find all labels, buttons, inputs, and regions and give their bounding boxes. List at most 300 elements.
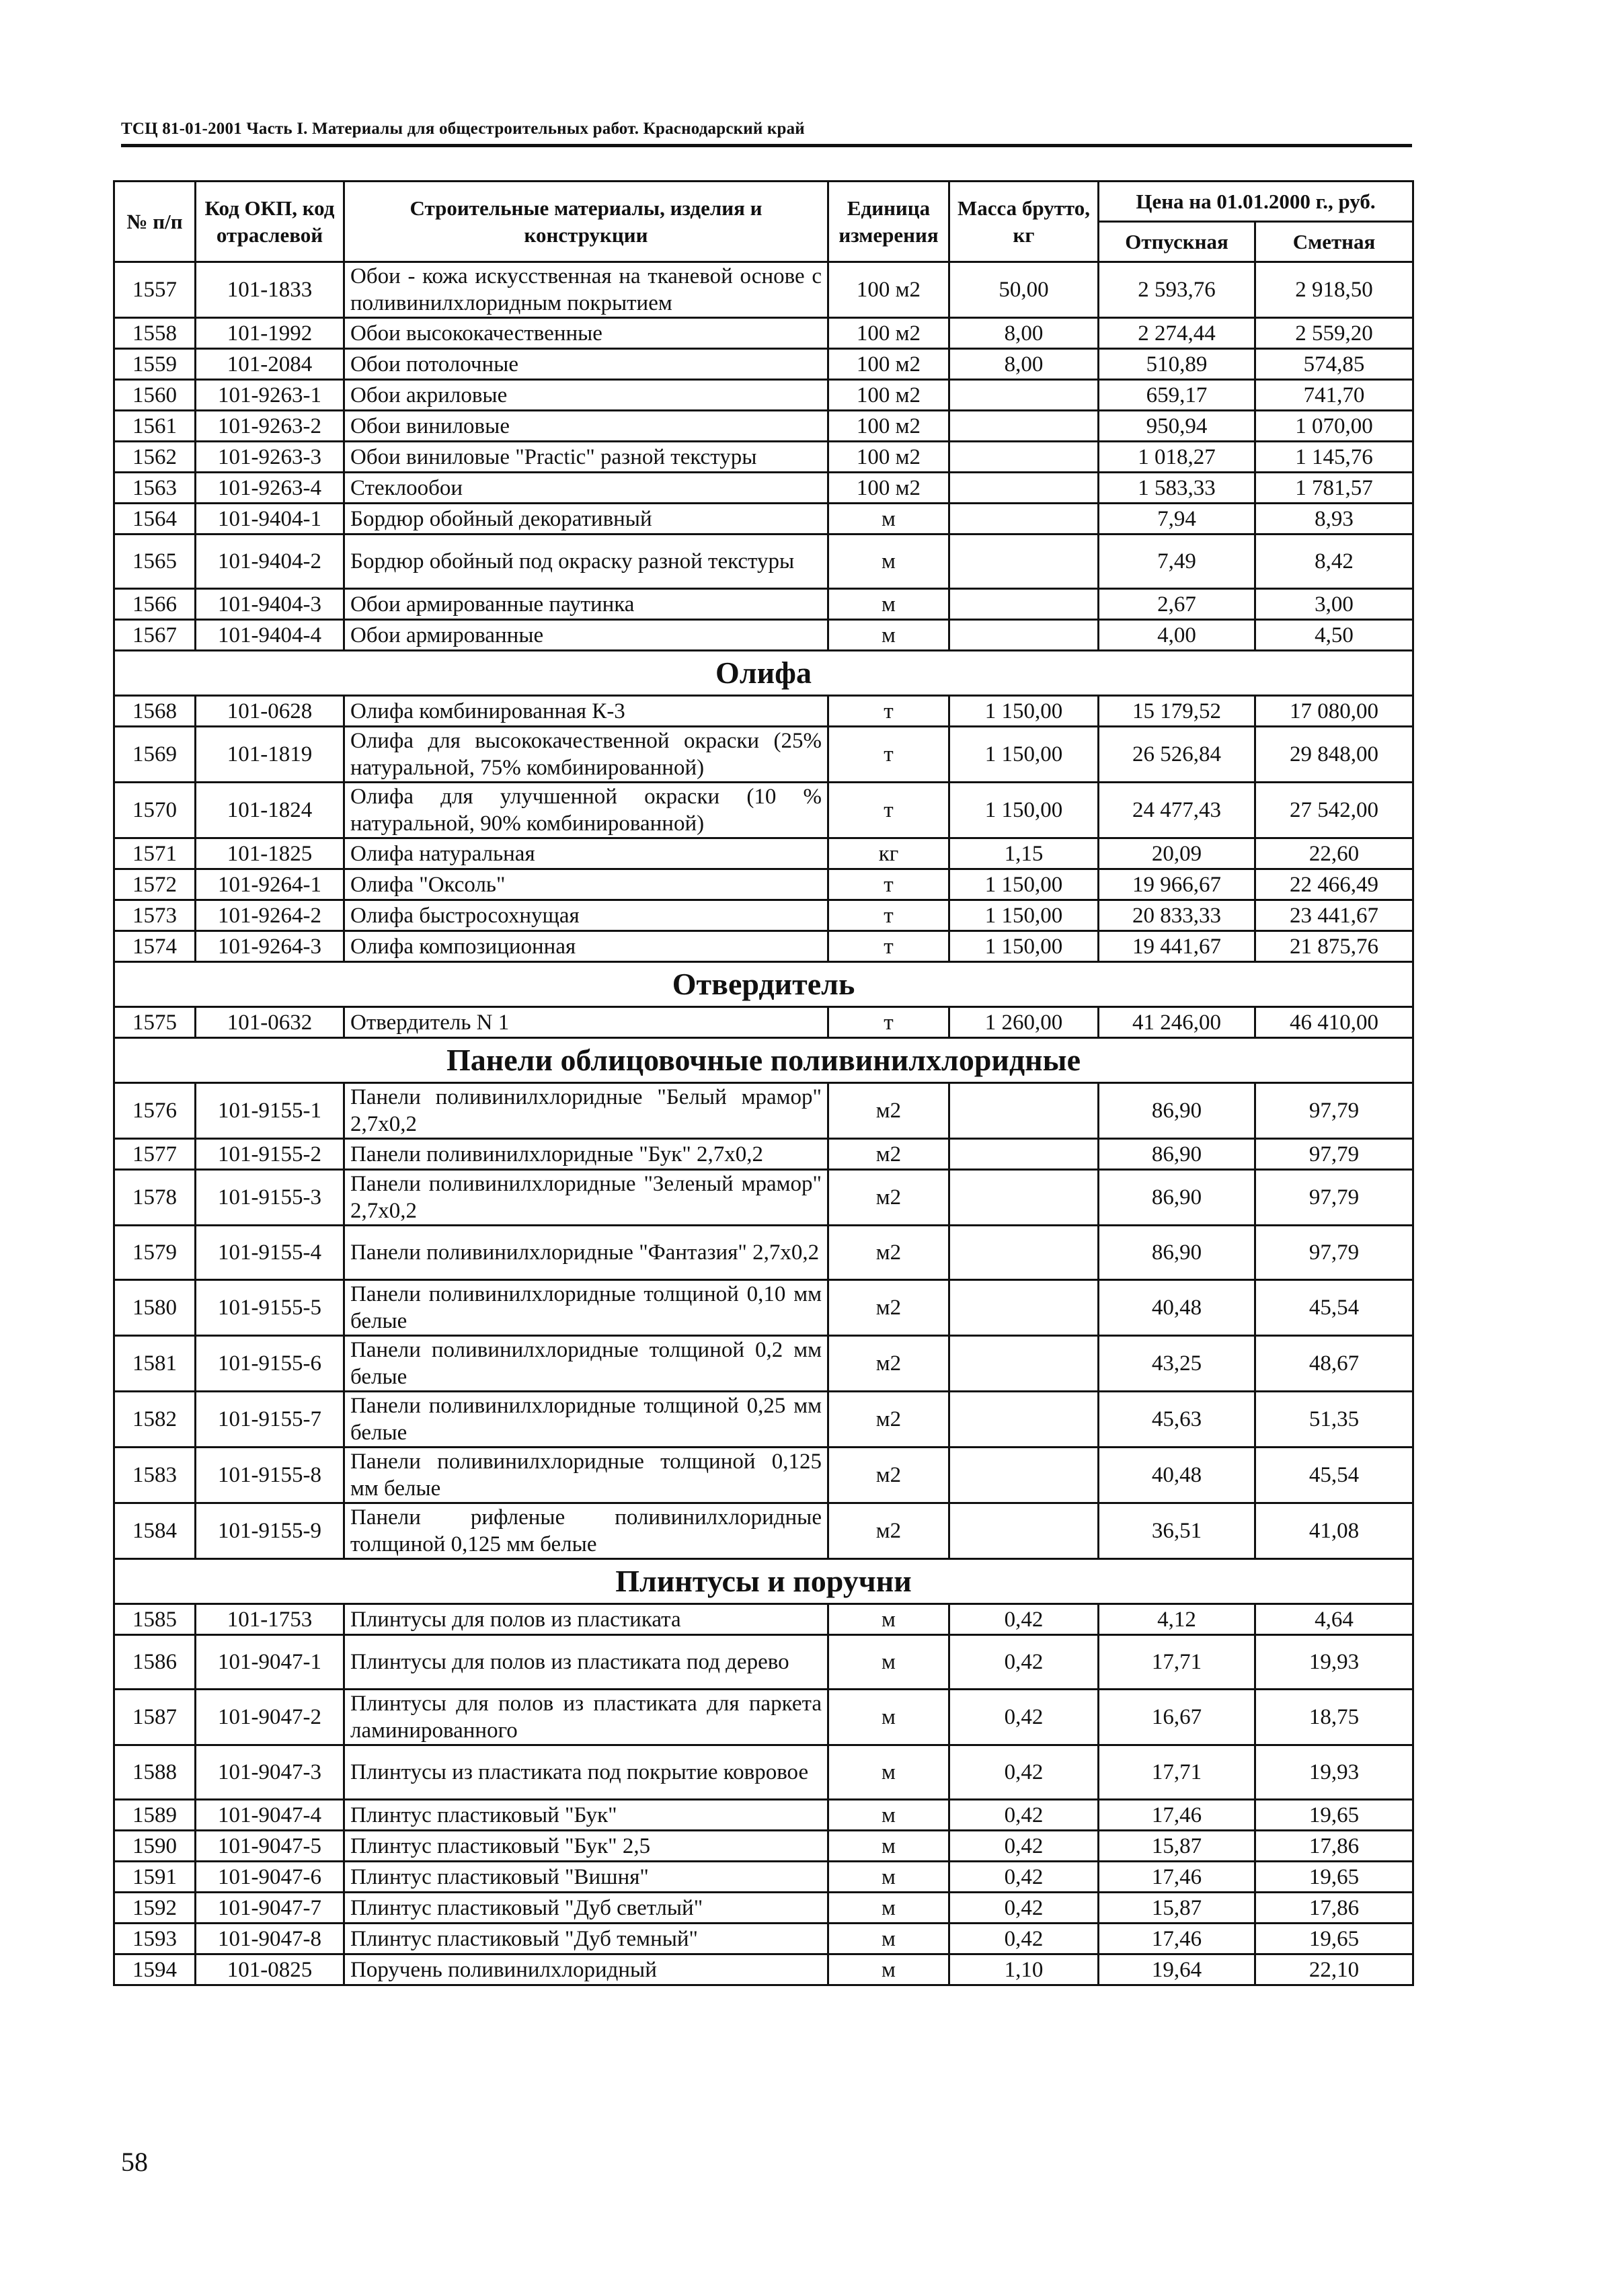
mass-cell (949, 411, 1099, 442)
okp-code-cell: 101-9047-7 (196, 1893, 344, 1924)
estimate-price-cell: 45,54 (1255, 1280, 1413, 1336)
table-row (114, 535, 1413, 589)
mass-cell (949, 620, 1099, 651)
release-price-cell: 17,46 (1099, 1862, 1255, 1893)
material-name-cell: Панели поливинилхлоридные толщиной 0,125 мм белые (344, 1448, 828, 1503)
table-header (114, 182, 1413, 262)
mass-cell (949, 473, 1099, 504)
material-name-cell: Олифа комбинированная К-3 (344, 696, 828, 727)
mass-cell: 0,42 (949, 1893, 1099, 1924)
running-header: ТСЦ 81-01-2001 Часть I. Материалы для общестроительных работ. Краснодарский край (121, 120, 805, 138)
estimate-price-cell: 21 875,76 (1255, 931, 1413, 962)
okp-code-cell: 101-9404-2 (196, 535, 344, 589)
release-price-cell: 45,63 (1099, 1392, 1255, 1448)
okp-code-cell: 101-9155-1 (196, 1083, 344, 1139)
unit-cell: м (828, 1690, 949, 1745)
row-number-cell: 1594 (114, 1954, 196, 1985)
estimate-price-cell: 4,50 (1255, 620, 1413, 651)
table-row (114, 620, 1413, 651)
row-number-cell: 1579 (114, 1226, 196, 1280)
estimate-price-cell: 4,64 (1255, 1604, 1413, 1635)
okp-code-cell: 101-9155-6 (196, 1336, 344, 1392)
estimate-price-cell: 48,67 (1255, 1336, 1413, 1392)
unit-cell: м2 (828, 1392, 949, 1448)
estimate-price-cell: 574,85 (1255, 349, 1413, 380)
material-name-cell: Плинтусы из пластиката под покрытие ковровое (344, 1745, 828, 1800)
okp-code-cell: 101-0628 (196, 696, 344, 727)
table-row (114, 1800, 1413, 1831)
unit-cell: м2 (828, 1083, 949, 1139)
estimate-price-cell: 18,75 (1255, 1690, 1413, 1745)
table-row (114, 1336, 1413, 1392)
release-price-cell: 7,49 (1099, 535, 1255, 589)
col-price-header: Цена на 01.01.2000 г., руб. (1099, 182, 1413, 222)
row-number-cell: 1562 (114, 442, 196, 473)
page-number: 58 (121, 2147, 148, 2177)
mass-cell: 1 150,00 (949, 727, 1099, 783)
row-number-cell: 1567 (114, 620, 196, 651)
material-name-cell: Отвердитель N 1 (344, 1007, 828, 1038)
okp-code-cell: 101-9264-3 (196, 931, 344, 962)
row-number-cell: 1584 (114, 1503, 196, 1559)
row-number-cell: 1573 (114, 900, 196, 931)
estimate-price-cell: 22,10 (1255, 1954, 1413, 1985)
release-price-cell: 26 526,84 (1099, 727, 1255, 783)
release-price-cell: 16,67 (1099, 1690, 1255, 1745)
section-title: Олифа (114, 651, 1413, 696)
estimate-price-cell: 17,86 (1255, 1831, 1413, 1862)
row-number-cell: 1570 (114, 783, 196, 838)
row-number-cell: 1575 (114, 1007, 196, 1038)
mass-cell: 8,00 (949, 318, 1099, 349)
okp-code-cell: 101-9155-3 (196, 1170, 344, 1226)
estimate-price-cell: 17 080,00 (1255, 696, 1413, 727)
mass-cell: 0,42 (949, 1924, 1099, 1954)
release-price-cell: 17,46 (1099, 1800, 1255, 1831)
unit-cell: 100 м2 (828, 380, 949, 411)
estimate-price-cell: 741,70 (1255, 380, 1413, 411)
table-row (114, 1083, 1413, 1139)
mass-cell (949, 1226, 1099, 1280)
release-price-cell: 86,90 (1099, 1139, 1255, 1170)
table-row (114, 1954, 1413, 1985)
col-unit-header: Единица измерения (828, 182, 949, 262)
okp-code-cell: 101-1753 (196, 1604, 344, 1635)
okp-code-cell: 101-1819 (196, 727, 344, 783)
table-row (114, 1139, 1413, 1170)
material-name-cell: Обои виниловые "Practic" разной текстуры (344, 442, 828, 473)
table-row (114, 318, 1413, 349)
estimate-price-cell: 41,08 (1255, 1503, 1413, 1559)
table-row (114, 1690, 1413, 1745)
okp-code-cell: 101-9155-2 (196, 1139, 344, 1170)
material-name-cell: Панели поливинилхлоридные "Бук" 2,7х0,2 (344, 1139, 828, 1170)
unit-cell: т (828, 696, 949, 727)
row-number-cell: 1577 (114, 1139, 196, 1170)
material-name-cell: Панели поливинилхлоридные "Зеленый мрамор" 2,7х0,2 (344, 1170, 828, 1226)
estimate-price-cell: 8,42 (1255, 535, 1413, 589)
material-name-cell: Поручень поливинилхлоридный (344, 1954, 828, 1985)
material-name-cell: Бордюр обойный декоративный (344, 504, 828, 535)
release-price-cell: 659,17 (1099, 380, 1255, 411)
table-row (114, 783, 1413, 838)
row-number-cell: 1582 (114, 1392, 196, 1448)
table-row (114, 504, 1413, 535)
mass-cell (949, 589, 1099, 620)
estimate-price-cell: 19,65 (1255, 1862, 1413, 1893)
material-name-cell: Обои армированные (344, 620, 828, 651)
row-number-cell: 1569 (114, 727, 196, 783)
row-number-cell: 1566 (114, 589, 196, 620)
mass-cell (949, 1280, 1099, 1336)
row-number-cell: 1576 (114, 1083, 196, 1139)
material-name-cell: Панели поливинилхлоридные толщиной 0,2 мм белые (344, 1336, 828, 1392)
table-row (114, 838, 1413, 869)
table-row (114, 900, 1413, 931)
col-price-estimate-header: Сметная (1255, 222, 1413, 262)
unit-cell: м (828, 504, 949, 535)
release-price-cell: 86,90 (1099, 1083, 1255, 1139)
table-row (114, 262, 1413, 318)
estimate-price-cell: 19,93 (1255, 1745, 1413, 1800)
row-number-cell: 1572 (114, 869, 196, 900)
release-price-cell: 40,48 (1099, 1280, 1255, 1336)
table-row (114, 1604, 1413, 1635)
table-body (114, 262, 1413, 1985)
unit-cell: м (828, 1893, 949, 1924)
unit-cell: 100 м2 (828, 262, 949, 318)
unit-cell: т (828, 900, 949, 931)
release-price-cell: 40,48 (1099, 1448, 1255, 1503)
okp-code-cell: 101-9404-4 (196, 620, 344, 651)
row-number-cell: 1557 (114, 262, 196, 318)
row-number-cell: 1586 (114, 1635, 196, 1690)
okp-code-cell: 101-9264-2 (196, 900, 344, 931)
mass-cell (949, 1448, 1099, 1503)
material-name-cell: Плинтус пластиковый "Бук" 2,5 (344, 1831, 828, 1862)
material-name-cell: Плинтус пластиковый "Дуб темный" (344, 1924, 828, 1954)
okp-code-cell: 101-9155-9 (196, 1503, 344, 1559)
mass-cell: 0,42 (949, 1635, 1099, 1690)
okp-code-cell: 101-9047-2 (196, 1690, 344, 1745)
section-title: Отвердитель (114, 962, 1413, 1007)
materials-table (113, 180, 1414, 1986)
row-number-cell: 1583 (114, 1448, 196, 1503)
unit-cell: 100 м2 (828, 318, 949, 349)
table-row (114, 1280, 1413, 1336)
release-price-cell: 4,00 (1099, 620, 1255, 651)
okp-code-cell: 101-0632 (196, 1007, 344, 1038)
release-price-cell: 20 833,33 (1099, 900, 1255, 931)
okp-code-cell: 101-9155-5 (196, 1280, 344, 1336)
release-price-cell: 20,09 (1099, 838, 1255, 869)
table-row (114, 1392, 1413, 1448)
material-name-cell: Олифа для улучшенной окраски (10 % натуральной, 90% комбинированной) (344, 783, 828, 838)
table-row (114, 696, 1413, 727)
release-price-cell: 24 477,43 (1099, 783, 1255, 838)
release-price-cell: 17,46 (1099, 1924, 1255, 1954)
release-price-cell: 15,87 (1099, 1893, 1255, 1924)
unit-cell: м2 (828, 1226, 949, 1280)
table-row (114, 1745, 1413, 1800)
mass-cell: 0,42 (949, 1604, 1099, 1635)
mass-cell: 1 150,00 (949, 696, 1099, 727)
row-number-cell: 1589 (114, 1800, 196, 1831)
unit-cell: м (828, 535, 949, 589)
estimate-price-cell: 2 559,20 (1255, 318, 1413, 349)
material-name-cell: Панели поливинилхлоридные "Белый мрамор" 2,7х0,2 (344, 1083, 828, 1139)
row-number-cell: 1588 (114, 1745, 196, 1800)
okp-code-cell: 101-9047-6 (196, 1862, 344, 1893)
table-row (114, 442, 1413, 473)
mass-cell: 0,42 (949, 1862, 1099, 1893)
mass-cell: 8,00 (949, 349, 1099, 380)
release-price-cell: 4,12 (1099, 1604, 1255, 1635)
release-price-cell: 2 593,76 (1099, 262, 1255, 318)
release-price-cell: 17,71 (1099, 1745, 1255, 1800)
okp-code-cell: 101-1833 (196, 262, 344, 318)
row-number-cell: 1561 (114, 411, 196, 442)
material-name-cell: Панели поливинилхлоридные толщиной 0,25 мм белые (344, 1392, 828, 1448)
col-mass-header: Масса брутто, кг (949, 182, 1099, 262)
col-code-header: Код ОКП, код отраслевой (196, 182, 344, 262)
material-name-cell: Олифа натуральная (344, 838, 828, 869)
unit-cell: м (828, 1745, 949, 1800)
table-row (114, 411, 1413, 442)
unit-cell: т (828, 1007, 949, 1038)
row-number-cell: 1558 (114, 318, 196, 349)
estimate-price-cell: 46 410,00 (1255, 1007, 1413, 1038)
unit-cell: кг (828, 838, 949, 869)
mass-cell (949, 1170, 1099, 1226)
mass-cell (949, 1392, 1099, 1448)
material-name-cell: Плинтус пластиковый "Дуб светлый" (344, 1893, 828, 1924)
okp-code-cell: 101-9155-7 (196, 1392, 344, 1448)
unit-cell: м (828, 589, 949, 620)
row-number-cell: 1592 (114, 1893, 196, 1924)
okp-code-cell: 101-9264-1 (196, 869, 344, 900)
section-title: Панели облицовочные поливинилхлоридные (114, 1038, 1413, 1083)
material-name-cell: Плинтусы для полов из пластиката (344, 1604, 828, 1635)
estimate-price-cell: 23 441,67 (1255, 900, 1413, 931)
mass-cell: 1 260,00 (949, 1007, 1099, 1038)
estimate-price-cell: 17,86 (1255, 1893, 1413, 1924)
material-name-cell: Плинтус пластиковый "Бук" (344, 1800, 828, 1831)
col-name-header: Строительные материалы, изделия и конструкции (344, 182, 828, 262)
table-row (114, 1924, 1413, 1954)
row-number-cell: 1581 (114, 1336, 196, 1392)
okp-code-cell: 101-9047-8 (196, 1924, 344, 1954)
row-number-cell: 1559 (114, 349, 196, 380)
unit-cell: м (828, 1800, 949, 1831)
okp-code-cell: 101-9047-3 (196, 1745, 344, 1800)
mass-cell: 0,42 (949, 1831, 1099, 1862)
table-row (114, 1503, 1413, 1559)
unit-cell: м2 (828, 1503, 949, 1559)
estimate-price-cell: 2 918,50 (1255, 262, 1413, 318)
estimate-price-cell: 97,79 (1255, 1139, 1413, 1170)
release-price-cell: 86,90 (1099, 1170, 1255, 1226)
table-row (114, 931, 1413, 962)
material-name-cell: Олифа для высококачественной окраски (25% натуральной, 75% комбинированной) (344, 727, 828, 783)
table-row (114, 1831, 1413, 1862)
unit-cell: м (828, 1831, 949, 1862)
okp-code-cell: 101-2084 (196, 349, 344, 380)
unit-cell: т (828, 783, 949, 838)
table-row (114, 1007, 1413, 1038)
section-heading-row (114, 1559, 1413, 1604)
mass-cell (949, 535, 1099, 589)
material-name-cell: Панели поливинилхлоридные толщиной 0,10 мм белые (344, 1280, 828, 1336)
row-number-cell: 1565 (114, 535, 196, 589)
row-number-cell: 1580 (114, 1280, 196, 1336)
unit-cell: м (828, 620, 949, 651)
unit-cell: 100 м2 (828, 473, 949, 504)
okp-code-cell: 101-9155-4 (196, 1226, 344, 1280)
okp-code-cell: 101-9404-1 (196, 504, 344, 535)
estimate-price-cell: 97,79 (1255, 1170, 1413, 1226)
estimate-price-cell: 19,93 (1255, 1635, 1413, 1690)
mass-cell (949, 1336, 1099, 1392)
material-name-cell: Олифа композиционная (344, 931, 828, 962)
material-name-cell: Обои высококачественные (344, 318, 828, 349)
mass-cell: 0,42 (949, 1800, 1099, 1831)
release-price-cell: 1 583,33 (1099, 473, 1255, 504)
estimate-price-cell: 22,60 (1255, 838, 1413, 869)
mass-cell: 1,10 (949, 1954, 1099, 1985)
material-name-cell: Панели поливинилхлоридные "Фантазия" 2,7х0,2 (344, 1226, 828, 1280)
estimate-price-cell: 97,79 (1255, 1083, 1413, 1139)
row-number-cell: 1587 (114, 1690, 196, 1745)
release-price-cell: 86,90 (1099, 1226, 1255, 1280)
material-name-cell: Стеклообои (344, 473, 828, 504)
section-heading-row (114, 1038, 1413, 1083)
unit-cell: м (828, 1604, 949, 1635)
mass-cell: 1 150,00 (949, 900, 1099, 931)
row-number-cell: 1591 (114, 1862, 196, 1893)
okp-code-cell: 101-1992 (196, 318, 344, 349)
unit-cell: т (828, 727, 949, 783)
unit-cell: м2 (828, 1448, 949, 1503)
material-name-cell: Панели рифленые поливинилхлоридные толщиной 0,125 мм белые (344, 1503, 828, 1559)
table-row (114, 869, 1413, 900)
row-number-cell: 1593 (114, 1924, 196, 1954)
release-price-cell: 19 966,67 (1099, 869, 1255, 900)
estimate-price-cell: 29 848,00 (1255, 727, 1413, 783)
material-name-cell: Плинтусы для полов из пластиката под дерево (344, 1635, 828, 1690)
okp-code-cell: 101-9047-4 (196, 1800, 344, 1831)
okp-code-cell: 101-1825 (196, 838, 344, 869)
row-number-cell: 1563 (114, 473, 196, 504)
mass-cell (949, 504, 1099, 535)
mass-cell: 0,42 (949, 1745, 1099, 1800)
mass-cell (949, 1083, 1099, 1139)
material-name-cell: Плинтус пластиковый "Вишня" (344, 1862, 828, 1893)
unit-cell: м2 (828, 1139, 949, 1170)
material-name-cell: Обои акриловые (344, 380, 828, 411)
release-price-cell: 15,87 (1099, 1831, 1255, 1862)
okp-code-cell: 101-9047-1 (196, 1635, 344, 1690)
table-row (114, 380, 1413, 411)
material-name-cell: Плинтусы для полов из пластиката для паркета ламинированного (344, 1690, 828, 1745)
okp-code-cell: 101-1824 (196, 783, 344, 838)
table-row (114, 727, 1413, 783)
mass-cell: 1 150,00 (949, 869, 1099, 900)
estimate-price-cell: 27 542,00 (1255, 783, 1413, 838)
unit-cell: 100 м2 (828, 411, 949, 442)
estimate-price-cell: 1 781,57 (1255, 473, 1413, 504)
release-price-cell: 7,94 (1099, 504, 1255, 535)
material-name-cell: Обои армированные паутинка (344, 589, 828, 620)
release-price-cell: 19 441,67 (1099, 931, 1255, 962)
mass-cell (949, 1139, 1099, 1170)
section-heading-row (114, 962, 1413, 1007)
release-price-cell: 15 179,52 (1099, 696, 1255, 727)
table-row (114, 1635, 1413, 1690)
row-number-cell: 1585 (114, 1604, 196, 1635)
mass-cell: 1 150,00 (949, 931, 1099, 962)
material-name-cell: Олифа "Оксоль" (344, 869, 828, 900)
okp-code-cell: 101-9155-8 (196, 1448, 344, 1503)
okp-code-cell: 101-9263-1 (196, 380, 344, 411)
release-price-cell: 950,94 (1099, 411, 1255, 442)
mass-cell: 50,00 (949, 262, 1099, 318)
unit-cell: м2 (828, 1336, 949, 1392)
unit-cell: м (828, 1924, 949, 1954)
row-number-cell: 1590 (114, 1831, 196, 1862)
mass-cell: 1,15 (949, 838, 1099, 869)
release-price-cell: 510,89 (1099, 349, 1255, 380)
table-row (114, 1448, 1413, 1503)
estimate-price-cell: 8,93 (1255, 504, 1413, 535)
estimate-price-cell: 3,00 (1255, 589, 1413, 620)
unit-cell: м (828, 1635, 949, 1690)
col-price-release-header: Отпускная (1099, 222, 1255, 262)
row-number-cell: 1564 (114, 504, 196, 535)
estimate-price-cell: 51,35 (1255, 1392, 1413, 1448)
mass-cell: 1 150,00 (949, 783, 1099, 838)
row-number-cell: 1578 (114, 1170, 196, 1226)
mass-cell (949, 442, 1099, 473)
unit-cell: м (828, 1954, 949, 1985)
material-name-cell: Обои виниловые (344, 411, 828, 442)
release-price-cell: 1 018,27 (1099, 442, 1255, 473)
estimate-price-cell: 45,54 (1255, 1448, 1413, 1503)
unit-cell: 100 м2 (828, 349, 949, 380)
table-row (114, 1862, 1413, 1893)
table-row (114, 473, 1413, 504)
release-price-cell: 36,51 (1099, 1503, 1255, 1559)
release-price-cell: 17,71 (1099, 1635, 1255, 1690)
release-price-cell: 41 246,00 (1099, 1007, 1255, 1038)
okp-code-cell: 101-9047-5 (196, 1831, 344, 1862)
header-rule (121, 144, 1412, 147)
table-row (114, 1170, 1413, 1226)
unit-cell: м (828, 1862, 949, 1893)
okp-code-cell: 101-9404-3 (196, 589, 344, 620)
col-num-header: № п/п (114, 182, 196, 262)
estimate-price-cell: 1 145,76 (1255, 442, 1413, 473)
material-name-cell: Обои потолочные (344, 349, 828, 380)
okp-code-cell: 101-0825 (196, 1954, 344, 1985)
okp-code-cell: 101-9263-4 (196, 473, 344, 504)
unit-cell: м2 (828, 1280, 949, 1336)
okp-code-cell: 101-9263-2 (196, 411, 344, 442)
mass-cell: 0,42 (949, 1690, 1099, 1745)
estimate-price-cell: 22 466,49 (1255, 869, 1413, 900)
row-number-cell: 1560 (114, 380, 196, 411)
material-name-cell: Олифа быстросохнущая (344, 900, 828, 931)
